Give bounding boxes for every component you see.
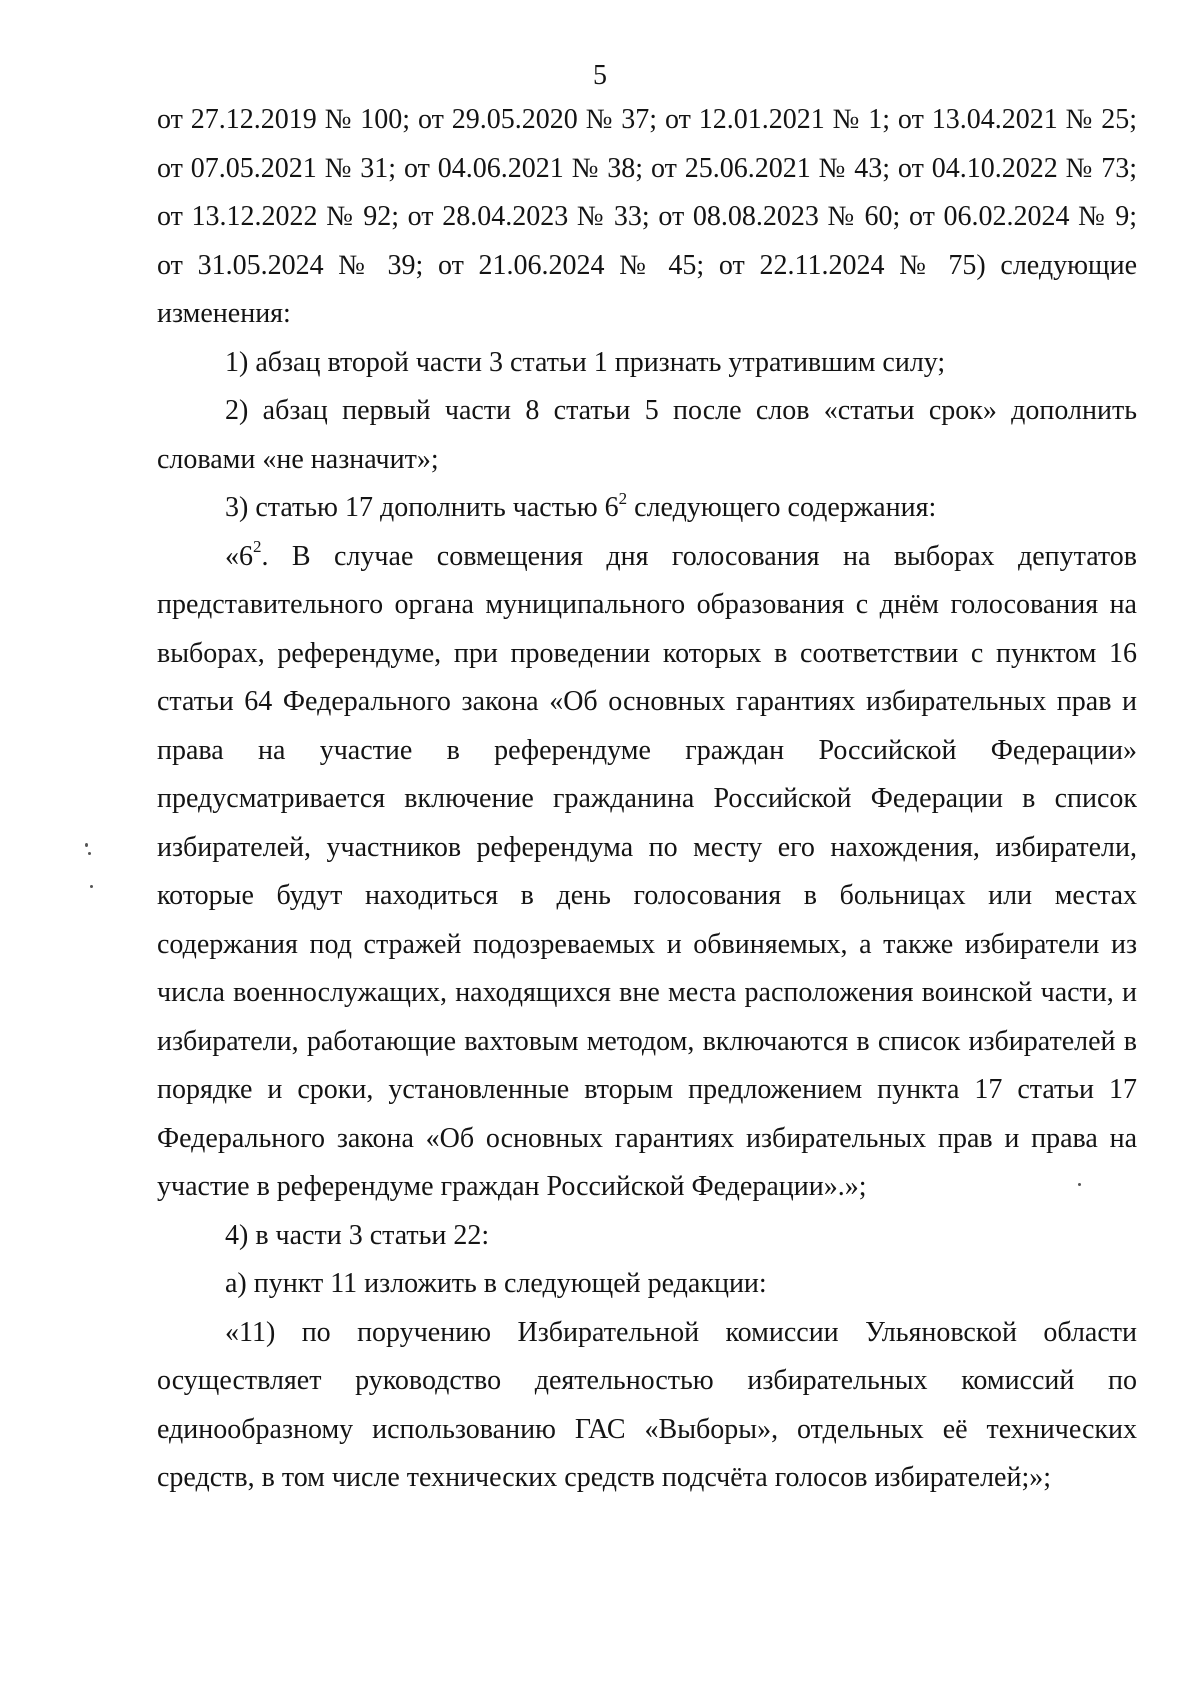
item-3-text-end: следующего содержания: bbox=[627, 492, 937, 523]
item-2: 2) абзац первый части 8 статьи 5 после слов «статьи срок» дополнить словами «не назначит»; bbox=[157, 395, 1137, 475]
scan-speck bbox=[1078, 1183, 1081, 1186]
item-3-superscript: 2 bbox=[618, 488, 628, 508]
scan-speck bbox=[85, 843, 88, 847]
item-3 bbox=[157, 484, 1137, 533]
item-4a: а) пункт 11 изложить в следующей редакции: bbox=[225, 1268, 767, 1299]
quote-6-2-text: . В случае совмещения дня голосования на выборах депутатов представительного органа муниципального образования с днём голосования на выборах, референдуме, при проведении которых в соответствии с пунктом 16 статьи 64 Федерального закона «Об основных гарантиях избирательных прав и права на участие в референдуме граждан Российской Федерации» предусматривается включение гражданина Российской Федерации в список избирателей, участников референдума по месту его нахождения, избиратели, которые будут находиться в день голосования в больницах или местах содержания под стражей подозреваемых и обвиняемых, а также избиратели из числа военнослужащих, находящихся вне места расположения воинской части, и избиратели, работающие вахтовым методом, включаются в список избирателей в порядке и сроки, установленные вторым предложением пункта 17 статьи 17 Федерального закона «Об основных гарантиях избирательных прав и права на участие в референдуме граждан Российской Федерации».»; bbox=[157, 540, 1137, 1202]
scan-speck bbox=[90, 885, 93, 888]
quote-6-2-prefix: «6 bbox=[225, 540, 253, 572]
item-1: 1) абзац второй части 3 статьи 1 признать утратившим силу; bbox=[225, 346, 946, 378]
scan-speck bbox=[88, 852, 91, 855]
quote-6-2-superscript: 2 bbox=[253, 537, 262, 557]
item-3-text: 3) статью 17 дополнить частью 6 bbox=[225, 492, 619, 523]
page-number: 5 bbox=[593, 60, 607, 91]
quote-part-6-2 bbox=[157, 533, 1137, 1212]
quote-point-11: «11) по поручению Избирательной комиссии Ульяновской области осуществляет руководство деятельностью избирательных комиссий по единообразному использованию ГАС «Выборы», отдельных её технических средств, в том числе технических средств подсчёта голосов избирателей;»; bbox=[157, 1316, 1137, 1493]
item-4: 4) в части 3 статьи 22: bbox=[225, 1219, 490, 1251]
document-body bbox=[157, 96, 1137, 1503]
intro-paragraph: от 27.12.2019 № 100; от 29.05.2020 № 37; от 12.01.2021 № 1; от 13.04.2021 № 25; от 07.05.2021 № 31; от 04.06.2021 № 38; от 25.06.2021 № 43; от 04.10.2022 № 73; от 13.12.2022 № 92; от 28.04.2023 № 33; от 08.08.2023 № 60; от 06.02.2024 № 9; от 31.05.2024 № 39; от 21.06.2024 № 45; от 22.11.2024 № 75) следующие изменения: bbox=[157, 104, 1137, 329]
